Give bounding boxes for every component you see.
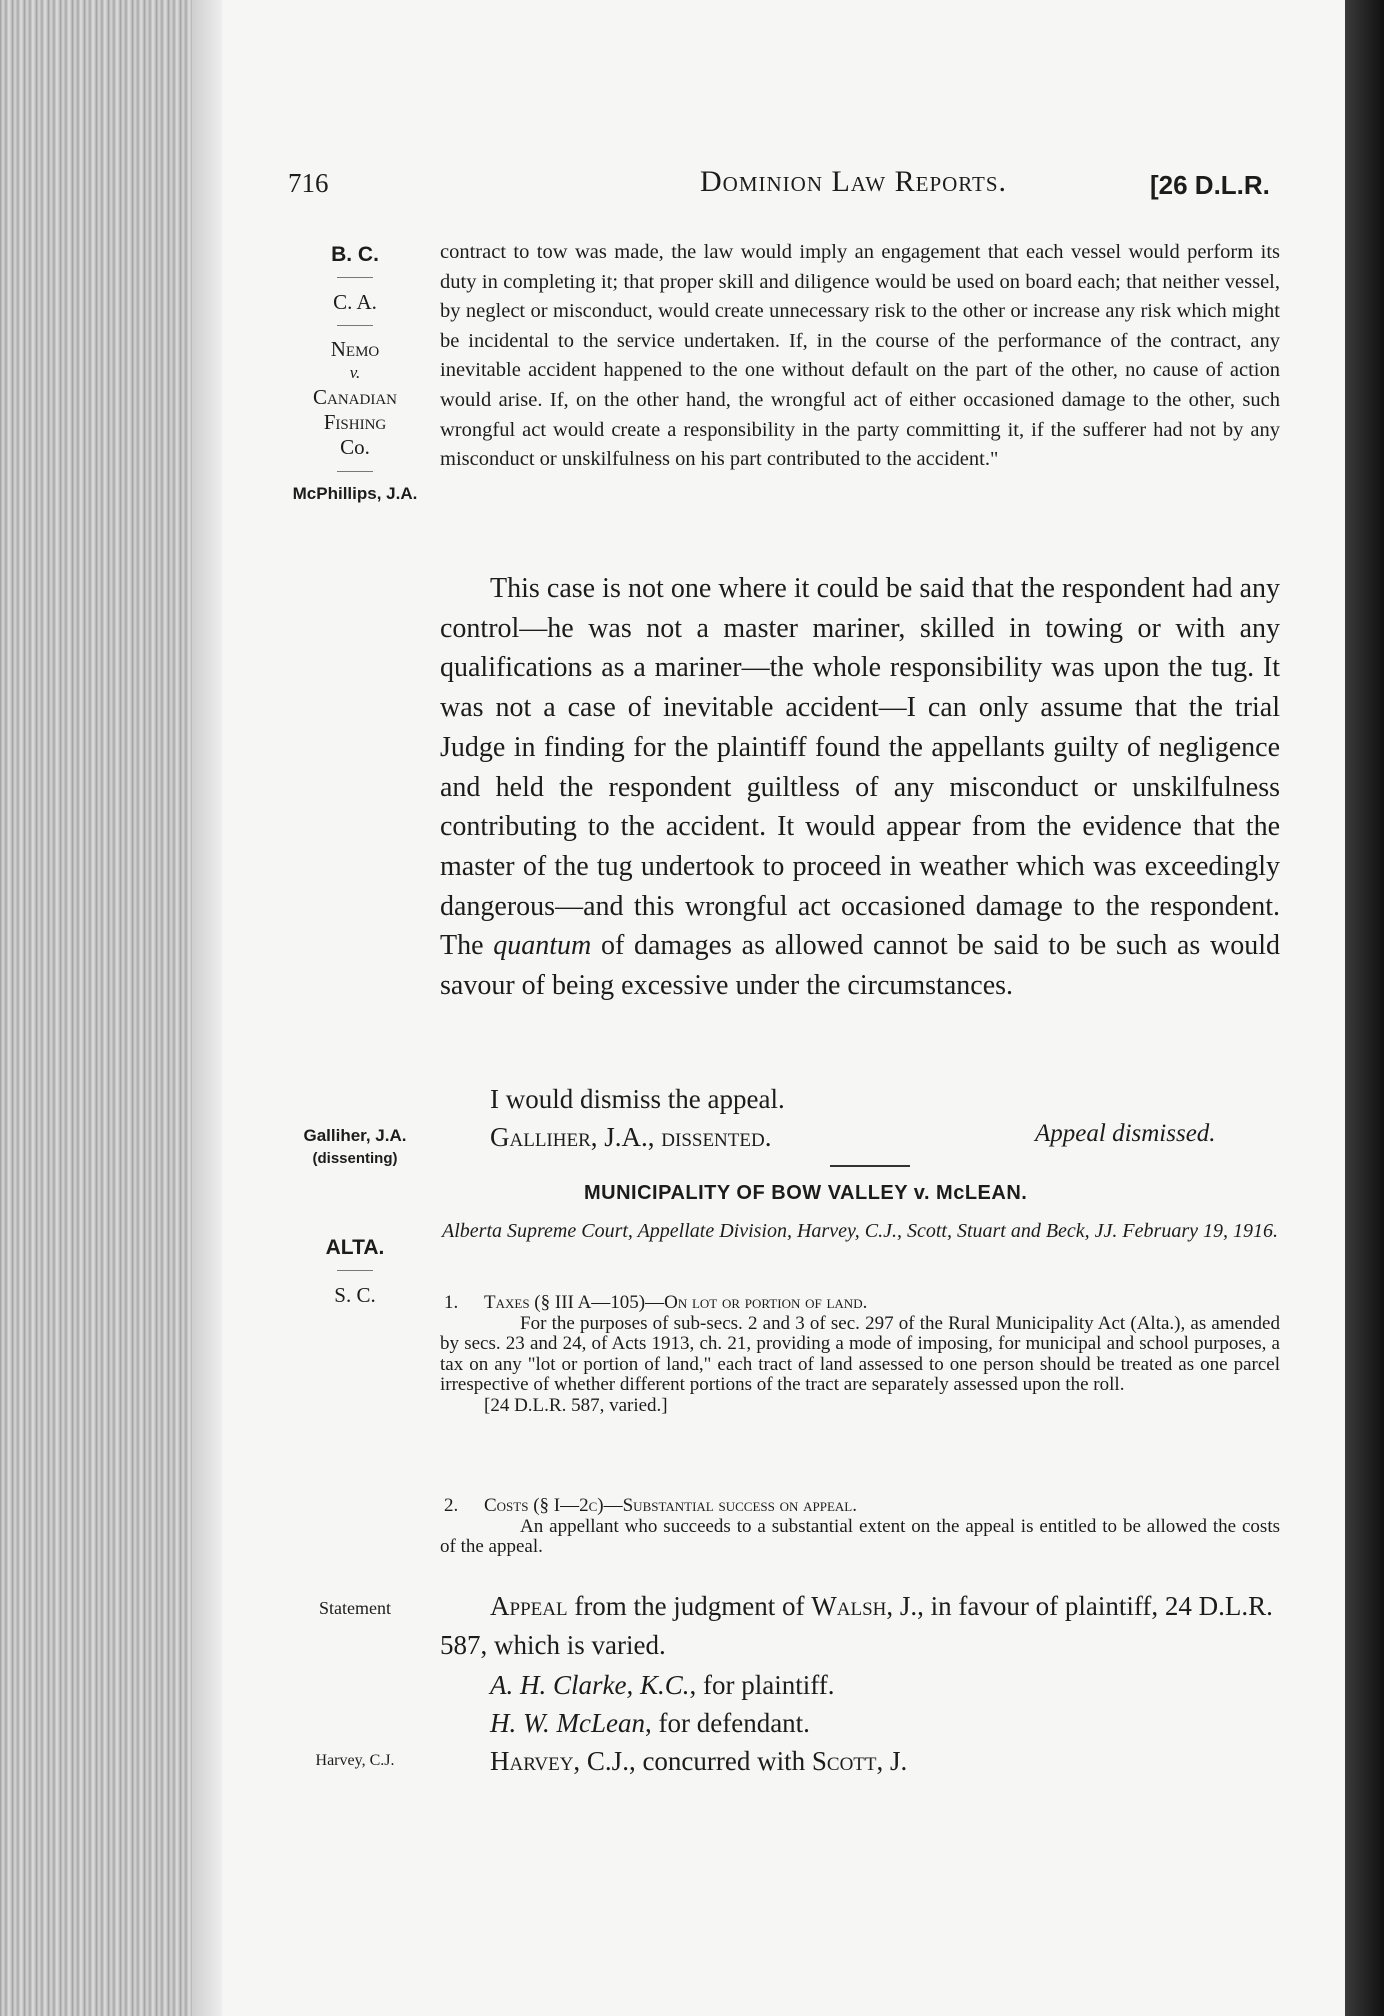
headnote-heading: Taxes (§ III A—105)—On lot or portion of land. bbox=[484, 1292, 868, 1313]
sidebar-court: C. A. bbox=[333, 290, 377, 314]
headnote-2 bbox=[440, 1496, 1280, 1558]
headnote-heading: Costs (§ I—2c)—Substantial success on appeal. bbox=[484, 1495, 858, 1516]
sidebar-case-name: Nemo bbox=[330, 337, 380, 361]
text-run: from the judgment of bbox=[567, 1591, 812, 1621]
appeal-lead: Appeal bbox=[490, 1591, 568, 1621]
case-title: MUNICIPALITY OF BOW VALLEY v. McLEAN. bbox=[584, 1182, 1028, 1204]
sidebar-jurisdiction: B. C. bbox=[331, 243, 379, 266]
running-title: Dominion Law Reports. bbox=[700, 165, 1008, 198]
counsel-plaintiff bbox=[440, 1666, 1280, 1704]
counsel-role: , for plaintiff. bbox=[689, 1670, 835, 1700]
italic-term: quantum bbox=[493, 930, 592, 962]
statement-paragraph bbox=[440, 1587, 1280, 1665]
headnote-text: For the purposes of sub-secs. 2 and 3 of sec. 297 of the Rural Municipality Act (Alta.), as amended by secs. 23 and 24, of Acts 1913, ch. 21, providing a mode of imposing, for municipal and school purposes, a tax on any "lot or portion of land," each tract of land assessed to one person should be treated as one parcel irrespective of whether different portions of the tract are separately assessed upon the roll. bbox=[440, 1312, 1280, 1395]
quoted-passage: contract to tow was made, the law would imply an engagement that each vessel would perform its duty in completing it; that proper skill and diligence would be used on board each; that neither vessel, by neglect or misconduct, would create unnecessary risk to the other or increase any risk which might be incidental to the service undertaken. If, in the course of the performance of the contract, any inevitable accident happened to the one without default on the part of the other, no cause of action would arise. If, on the other hand, the wrongful act of either occasioned damage to the other, such wrongful act would create a responsibility in the party committing it, if the sufferer had not by any misconduct or unskilfulness on his part contributed to the accident." bbox=[440, 241, 1280, 471]
sidebar-juris: ALTA. bbox=[325, 1236, 385, 1259]
disposition: Appeal dismissed. bbox=[1035, 1120, 1216, 1147]
dissent-text: Galliher, J.A., dissented. bbox=[490, 1122, 772, 1152]
sidebar-case-name: Canadian bbox=[313, 385, 397, 409]
sidebar-rule bbox=[337, 1270, 373, 1271]
headnote-1 bbox=[440, 1293, 1280, 1416]
dismiss-line: I would dismiss the appeal. bbox=[490, 1084, 785, 1114]
volume-label: [26 D.L.R. bbox=[1150, 170, 1270, 200]
sidebar-court-abbr: S. C. bbox=[334, 1283, 376, 1307]
page-gutter bbox=[192, 0, 226, 2016]
counsel-name: H. W. McLean bbox=[490, 1708, 645, 1738]
judge-name: Walsh bbox=[811, 1591, 887, 1621]
sidebar-rule bbox=[337, 325, 373, 326]
counsel-name: A. H. Clarke, K.C. bbox=[490, 1670, 690, 1700]
right-book-edge bbox=[1345, 0, 1384, 2016]
judge-name: Scott bbox=[811, 1746, 877, 1776]
text-run: , J., in favour of plaintiff, 24 D.L.R. 587, which is varied. bbox=[440, 1591, 1273, 1660]
page-number: 716 bbox=[288, 168, 329, 198]
text-run: , J. bbox=[876, 1746, 908, 1776]
sidebar-judge: McPhillips, J.A. bbox=[292, 484, 418, 503]
headnote-number: 2. bbox=[444, 1495, 459, 1516]
sidebar-case-v: v. bbox=[349, 363, 361, 382]
sidebar-judge-harvey: Harvey, C.J. bbox=[315, 1752, 395, 1769]
headnote-number: 1. bbox=[444, 1292, 459, 1313]
sidebar-dissent-note: (dissenting) bbox=[312, 1150, 398, 1167]
headnote-citation: [24 D.L.R. 587, varied.] bbox=[484, 1394, 668, 1416]
text-run: of damages as allowed cannot be said to be such as would savour of being excessive under the circumstances. bbox=[440, 930, 1281, 1002]
text-run: , C.J., concurred with bbox=[573, 1746, 812, 1776]
sidebar-rule bbox=[337, 277, 373, 278]
sidebar-rule bbox=[337, 471, 373, 472]
headnote-text: An appellant who succeeds to a substantial extent on the appeal is entitled to be allowed the costs of the appeal. bbox=[440, 1515, 1280, 1557]
text-run: This case is not one where it could be said that the respondent had any control—he was not a master mariner, skilled in towing or with any qualifications as a mariner—the whole responsibility was upon the tug. It was not a case of inevitable accident—I can only assume that the trial Judge in finding for the plaintiff found the appellants guilty of negligence and held the respondent guiltless of any misconduct or unskilfulness contributing to the accident. It would appear from the evidence that the master of the tug undertook to proceed in weather which was exceedingly dangerous—and this wrongful act occasioned damage to the respondent. The bbox=[440, 573, 1280, 962]
sidebar-case-name: Fishing bbox=[323, 410, 387, 434]
court-line: Alberta Supreme Court, Appellate Division, Harvey, C.J., Scott, Stuart and Beck, JJ. February 19, 1916. bbox=[442, 1220, 1278, 1242]
counsel-defendant bbox=[440, 1704, 1280, 1742]
opinion-line bbox=[440, 1742, 1280, 1780]
sidebar-statement: Statement bbox=[319, 1598, 391, 1618]
book-page-edges bbox=[0, 0, 200, 2016]
sidebar-dissent-judge: Galliher, J.A. bbox=[303, 1126, 407, 1145]
sidebar-case-name: Co. bbox=[340, 435, 370, 459]
opinion-paragraph bbox=[440, 569, 1280, 1006]
section-divider bbox=[830, 1165, 910, 1167]
judge-name: Harvey bbox=[490, 1746, 574, 1776]
counsel-role: , for defendant. bbox=[645, 1708, 810, 1738]
